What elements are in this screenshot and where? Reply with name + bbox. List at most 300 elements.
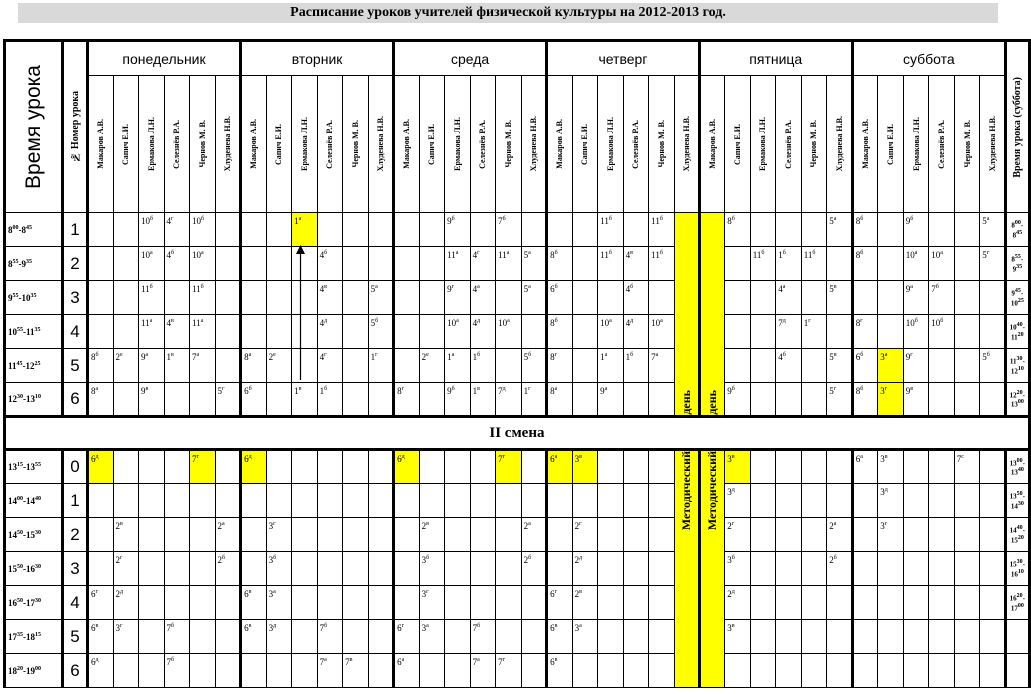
lesson-cell: $2^б$ xyxy=(827,552,853,586)
lesson-cell xyxy=(343,518,369,552)
lesson-cell: $6^в$ xyxy=(547,620,573,654)
lesson-cell xyxy=(215,484,241,518)
lesson-cell xyxy=(980,518,1006,552)
lesson-number-header xyxy=(63,41,88,213)
teacher-name-label: Сапич Е.И. xyxy=(427,123,437,165)
saturday-time-label: Время урока (суббота) xyxy=(1011,76,1023,178)
lesson-cell xyxy=(572,654,598,688)
lesson-cell: $6^б$ xyxy=(852,349,878,383)
lesson-cell: $9^в$ xyxy=(903,383,929,417)
lesson-cell xyxy=(164,552,190,586)
lesson-time: $14^{00}-14^{40}$ xyxy=(5,484,63,518)
schedule-row xyxy=(5,654,1030,688)
lesson-cell: $11^б$ xyxy=(649,213,675,247)
lesson-cell: $4^а$ xyxy=(470,281,496,315)
lesson-cell xyxy=(547,552,573,586)
lesson-cell xyxy=(598,281,624,315)
lesson-cell xyxy=(980,450,1006,484)
lesson-cell xyxy=(929,450,955,484)
lesson-cell xyxy=(496,518,522,552)
lesson-cell xyxy=(801,349,827,383)
lesson-time: $8^{00}-8^{45}$ xyxy=(5,213,63,247)
lesson-cell: $2^д$ xyxy=(725,586,751,620)
teacher-name-label: Сапич Е.И. xyxy=(580,123,590,165)
method-day-label: день xyxy=(678,390,693,415)
teacher-name-label: Ермакова Л.Н. xyxy=(911,117,921,171)
lesson-time: $14^{50}-15^{30}$ xyxy=(5,518,63,552)
lesson-cell: $2^д$ xyxy=(113,586,139,620)
teacher-name-label: Селезнёв Р.А. xyxy=(172,119,182,169)
lesson-cell xyxy=(572,349,598,383)
lesson-number: 6 xyxy=(63,383,88,417)
teacher-name xyxy=(496,76,522,213)
teacher-name-label: Сапич Е.И. xyxy=(274,123,284,165)
lesson-cell xyxy=(496,349,522,383)
lesson-cell xyxy=(801,450,827,484)
lesson-cell: $2^г$ xyxy=(725,518,751,552)
lesson-cell xyxy=(776,484,802,518)
lesson-cell: $3^г$ xyxy=(419,586,445,620)
lesson-cell xyxy=(496,281,522,315)
lesson-cell xyxy=(852,586,878,620)
lesson-cell xyxy=(980,620,1006,654)
lesson-cell xyxy=(852,620,878,654)
lesson-cell xyxy=(801,518,827,552)
lesson-cell: $7^д$ xyxy=(496,383,522,417)
lesson-cell xyxy=(929,213,955,247)
teacher-name xyxy=(470,76,496,213)
lesson-cell xyxy=(190,654,216,688)
lesson-cell: $4^а$ xyxy=(776,281,802,315)
lesson-cell xyxy=(852,484,878,518)
lesson-cell: $4^б$ xyxy=(164,247,190,281)
lesson-cell: $5^а$ xyxy=(521,281,547,315)
lesson-number: 3 xyxy=(63,281,88,315)
teacher-name-label: Макаров А.В. xyxy=(402,119,412,169)
lesson-cell: $9^б$ xyxy=(903,213,929,247)
lesson-cell xyxy=(598,484,624,518)
lesson-cell: $1^г$ xyxy=(521,383,547,417)
lesson-cell xyxy=(572,383,598,417)
lesson-cell xyxy=(750,484,776,518)
day-header: среда xyxy=(394,41,547,76)
lesson-cell xyxy=(88,552,114,586)
lesson-time: $9^{55}-10^{35}$ xyxy=(5,281,63,315)
lesson-cell xyxy=(190,518,216,552)
lesson-cell: $7^а$ xyxy=(190,349,216,383)
lesson-cell xyxy=(878,247,904,281)
day-header: суббота xyxy=(852,41,1005,76)
lesson-cell: $5^в$ xyxy=(827,349,853,383)
lesson-cell xyxy=(164,383,190,417)
lesson-cell xyxy=(980,383,1006,417)
day-header: вторник xyxy=(241,41,394,76)
lesson-cell xyxy=(954,281,980,315)
lesson-cell: $8^б$ xyxy=(547,315,573,349)
schedule-row xyxy=(5,349,1030,383)
lesson-cell: $4^б$ xyxy=(776,349,802,383)
lesson-cell xyxy=(419,484,445,518)
schedule-row xyxy=(5,586,1030,620)
teacher-name-label: Чернов М. В. xyxy=(656,120,666,168)
lesson-cell: $1^б$ xyxy=(317,383,343,417)
teacher-name-label: Селезнёв Р.А. xyxy=(631,119,641,169)
lesson-cell xyxy=(215,620,241,654)
lesson-cell xyxy=(470,552,496,586)
lesson-cell xyxy=(598,620,624,654)
lesson-cell: $10^а$ xyxy=(496,315,522,349)
lesson-cell xyxy=(801,213,827,247)
lesson-cell xyxy=(521,620,547,654)
teacher-name-label: Селезнёв Р.А. xyxy=(478,119,488,169)
lesson-cell xyxy=(801,654,827,688)
lesson-cell xyxy=(496,552,522,586)
teacher-name-label: Ермакова Л.Н. xyxy=(758,117,768,171)
teacher-name xyxy=(801,76,827,213)
lesson-cell: $7^б$ xyxy=(496,213,522,247)
lesson-cell xyxy=(954,518,980,552)
lesson-cell: $4^г$ xyxy=(164,213,190,247)
lesson-cell: $7^в$ xyxy=(343,654,369,688)
lesson-cell xyxy=(980,281,1006,315)
lesson-cell: $9^в$ xyxy=(139,383,165,417)
teacher-name xyxy=(445,76,471,213)
lesson-time: $16^{50}-17^{30}$ xyxy=(5,586,63,620)
lesson-cell xyxy=(547,484,573,518)
lesson-cell xyxy=(394,518,420,552)
lesson-cell xyxy=(343,484,369,518)
saturday-lesson-time: $13^{00}-13^{40}$ xyxy=(1005,450,1029,484)
lesson-cell xyxy=(649,654,675,688)
lesson-time: $15^{50}-16^{30}$ xyxy=(5,552,63,586)
lesson-cell xyxy=(750,620,776,654)
lesson-cell xyxy=(649,484,675,518)
lesson-cell: $1^а$ xyxy=(445,349,471,383)
lesson-cell xyxy=(903,484,929,518)
lesson-cell xyxy=(292,654,318,688)
lesson-cell xyxy=(929,518,955,552)
lesson-cell xyxy=(496,586,522,620)
lesson-cell xyxy=(750,349,776,383)
lesson-time: $8^{55}-9^{35}$ xyxy=(5,247,63,281)
lesson-cell xyxy=(88,281,114,315)
lesson-cell: $9^г$ xyxy=(445,281,471,315)
lesson-cell xyxy=(139,586,165,620)
lesson-cell: $3^д$ xyxy=(725,484,751,518)
lesson-cell xyxy=(113,654,139,688)
lesson-cell xyxy=(241,484,267,518)
lesson-cell xyxy=(750,213,776,247)
lesson-cell xyxy=(292,586,318,620)
lesson-cell xyxy=(801,552,827,586)
lesson-cell xyxy=(929,620,955,654)
teacher-name-label: Хлуденева Н.В. xyxy=(375,116,385,172)
lesson-cell xyxy=(878,281,904,315)
lesson-cell: $6^в$ xyxy=(547,654,573,688)
saturday-lesson-time xyxy=(1005,620,1029,654)
lesson-cell xyxy=(776,518,802,552)
lesson-cell: $4^б$ xyxy=(317,247,343,281)
lesson-cell: $1^г$ xyxy=(368,349,394,383)
teacher-name xyxy=(699,76,725,213)
lesson-cell xyxy=(929,349,955,383)
lesson-cell xyxy=(368,450,394,484)
lesson-cell: $1^в$ xyxy=(164,349,190,383)
lesson-cell: $5^б$ xyxy=(980,349,1006,383)
lesson-cell: $6^д$ xyxy=(88,654,114,688)
lesson-cell: $3^г$ xyxy=(113,620,139,654)
lesson-cell: $9^г$ xyxy=(903,349,929,383)
lesson-cell xyxy=(266,281,292,315)
lesson-cell xyxy=(878,315,904,349)
lesson-cell xyxy=(368,654,394,688)
lesson-cell xyxy=(827,620,853,654)
lesson-cell xyxy=(317,586,343,620)
lesson-cell xyxy=(445,552,471,586)
method-day-column xyxy=(674,450,699,688)
lesson-cell xyxy=(572,213,598,247)
lesson-cell xyxy=(215,349,241,383)
lesson-cell: $10^а$ xyxy=(903,247,929,281)
lesson-cell xyxy=(215,450,241,484)
lesson-cell xyxy=(903,450,929,484)
lesson-cell: $9^а$ xyxy=(139,349,165,383)
lesson-cell xyxy=(929,654,955,688)
lesson-cell: $11^б$ xyxy=(190,281,216,315)
teacher-name-label: Чернов М. В. xyxy=(809,120,819,168)
lesson-cell xyxy=(292,450,318,484)
lesson-cell xyxy=(623,383,649,417)
lesson-cell xyxy=(980,586,1006,620)
lesson-cell xyxy=(470,450,496,484)
teacher-name-label: Ермакова Л.Н. xyxy=(146,117,156,171)
lesson-cell: $2^д$ xyxy=(572,552,598,586)
lesson-cell xyxy=(343,586,369,620)
lesson-cell xyxy=(903,552,929,586)
lesson-cell xyxy=(394,484,420,518)
lesson-cell xyxy=(776,213,802,247)
lesson-cell xyxy=(623,484,649,518)
lesson-cell: $1^а$ xyxy=(598,349,624,383)
lesson-cell xyxy=(878,552,904,586)
lesson-cell: $3^в$ xyxy=(878,450,904,484)
lesson-cell xyxy=(623,620,649,654)
saturday-lesson-time: $8^{55}-9^{35}$ xyxy=(1005,247,1029,281)
lesson-cell: $2^а$ xyxy=(215,518,241,552)
lesson-cell xyxy=(980,484,1006,518)
lesson-cell xyxy=(215,315,241,349)
schedule-row xyxy=(5,383,1030,417)
lesson-cell xyxy=(623,213,649,247)
saturday-lesson-time: $11^{30}-12^{10}$ xyxy=(1005,349,1029,383)
lesson-cell xyxy=(445,654,471,688)
lesson-cell: $3^а$ xyxy=(878,349,904,383)
teacher-name xyxy=(343,76,369,213)
lesson-cell: $6^г$ xyxy=(547,586,573,620)
lesson-cell xyxy=(750,315,776,349)
lesson-cell xyxy=(470,484,496,518)
lesson-cell xyxy=(649,586,675,620)
lesson-cell: $5^г$ xyxy=(980,247,1006,281)
teacher-name-label: Ермакова Л.Н. xyxy=(299,117,309,171)
lesson-number: 2 xyxy=(63,518,88,552)
lesson-cell xyxy=(190,586,216,620)
lesson-cell: $1^б$ xyxy=(776,247,802,281)
lesson-cell: $11^б$ xyxy=(598,213,624,247)
teacher-name xyxy=(980,76,1006,213)
lesson-cell xyxy=(547,518,573,552)
lesson-cell xyxy=(343,383,369,417)
lesson-cell: $3^в$ xyxy=(725,450,751,484)
lesson-cell: $7^а$ xyxy=(317,654,343,688)
teacher-name-label: Макаров А.В. xyxy=(249,119,259,169)
lesson-cell xyxy=(215,247,241,281)
lesson-cell: $6^б$ xyxy=(241,383,267,417)
lesson-cell xyxy=(598,654,624,688)
lesson-cell xyxy=(317,450,343,484)
lesson-cell xyxy=(649,450,675,484)
lesson-cell xyxy=(215,586,241,620)
lesson-cell xyxy=(215,654,241,688)
teacher-name-label: Селезнёв Р.А. xyxy=(937,119,947,169)
lesson-cell: $5^в$ xyxy=(827,281,853,315)
lesson-cell xyxy=(190,552,216,586)
teacher-name-label: Сапич Е.И. xyxy=(121,123,131,165)
lesson-cell xyxy=(521,450,547,484)
teacher-name-label: Селезнёв Р.А. xyxy=(783,119,793,169)
lesson-cell xyxy=(164,518,190,552)
lesson-cell: $11^а$ xyxy=(445,247,471,281)
schedule-row xyxy=(5,315,1030,349)
saturday-lesson-time: $13^{50}-14^{30}$ xyxy=(1005,484,1029,518)
teacher-name xyxy=(241,76,267,213)
lesson-cell: $5^г$ xyxy=(827,383,853,417)
lesson-cell: $11^б$ xyxy=(598,247,624,281)
lesson-cell xyxy=(521,315,547,349)
lesson-cell xyxy=(368,586,394,620)
lesson-number: 1 xyxy=(63,484,88,518)
lesson-cell: $6^б$ xyxy=(547,281,573,315)
lesson-cell: $4^г$ xyxy=(317,349,343,383)
lesson-cell xyxy=(113,281,139,315)
lesson-cell xyxy=(445,518,471,552)
teacher-name xyxy=(88,76,114,213)
method-day-column xyxy=(699,450,725,688)
teacher-name xyxy=(903,76,929,213)
lesson-cell xyxy=(88,484,114,518)
lesson-cell: $10^б$ xyxy=(903,315,929,349)
lesson-cell: $7^с$ xyxy=(954,450,980,484)
lesson-cell xyxy=(623,654,649,688)
lesson-cell xyxy=(343,213,369,247)
lesson-cell: $6^в$ xyxy=(241,620,267,654)
lesson-cell: $5^а$ xyxy=(980,213,1006,247)
lesson-cell xyxy=(419,247,445,281)
lesson-cell xyxy=(623,586,649,620)
lesson-cell xyxy=(343,281,369,315)
teacher-name-label: Макаров А.В. xyxy=(555,119,565,169)
lesson-cell xyxy=(725,349,751,383)
lesson-cell: $8^а$ xyxy=(88,383,114,417)
lesson-cell xyxy=(801,620,827,654)
day-header: пятница xyxy=(699,41,852,76)
time-header-label: Время урока xyxy=(21,65,45,189)
lesson-cell: $1^б$ xyxy=(470,349,496,383)
lesson-cell xyxy=(317,213,343,247)
lesson-cell xyxy=(164,586,190,620)
teacher-name-label: Чернов М. В. xyxy=(962,120,972,168)
lesson-cell: $3^в$ xyxy=(572,450,598,484)
lesson-cell: $1^г$ xyxy=(801,315,827,349)
lesson-cell: $10^а$ xyxy=(929,247,955,281)
teacher-name-label: Чернов М. В. xyxy=(350,120,360,168)
lesson-cell: $10^а$ xyxy=(649,315,675,349)
lesson-cell: $11^б$ xyxy=(750,247,776,281)
method-day-label: Методический xyxy=(678,451,693,531)
saturday-lesson-time: $16^{20}-17^{00}$ xyxy=(1005,586,1029,620)
teacher-name xyxy=(547,76,573,213)
lesson-cell xyxy=(649,518,675,552)
lesson-cell xyxy=(649,620,675,654)
page-title: Расписание уроков учителей физической культуры на 2012-2013 год. xyxy=(18,3,998,23)
lesson-cell xyxy=(776,383,802,417)
lesson-cell xyxy=(954,315,980,349)
lesson-cell: $3^б$ xyxy=(266,552,292,586)
lesson-cell xyxy=(470,213,496,247)
lesson-number: 5 xyxy=(63,349,88,383)
lesson-cell xyxy=(88,213,114,247)
schedule-row xyxy=(5,552,1030,586)
lesson-cell: $4^д$ xyxy=(623,315,649,349)
lesson-cell xyxy=(750,586,776,620)
lesson-cell xyxy=(394,247,420,281)
schedule-row xyxy=(5,213,1030,247)
lesson-cell xyxy=(725,247,751,281)
lesson-cell xyxy=(776,620,802,654)
lesson-cell xyxy=(521,654,547,688)
lesson-cell xyxy=(572,281,598,315)
teacher-name-label: Хлуденева Н.В. xyxy=(222,116,232,172)
lesson-cell xyxy=(292,552,318,586)
method-day-label: день xyxy=(704,390,719,415)
lesson-cell: $3^а$ xyxy=(572,620,598,654)
lesson-cell xyxy=(750,450,776,484)
lesson-cell xyxy=(394,315,420,349)
lesson-cell xyxy=(343,450,369,484)
teacher-name-label: Селезнёв Р.А. xyxy=(325,119,335,169)
lesson-cell xyxy=(88,518,114,552)
teacher-name-label: Макаров А.В. xyxy=(861,119,871,169)
lesson-cell xyxy=(649,383,675,417)
lesson-cell: $8^б$ xyxy=(852,213,878,247)
method-day-column xyxy=(674,213,699,417)
lesson-cell xyxy=(903,654,929,688)
lesson-cell xyxy=(598,586,624,620)
lesson-cell xyxy=(394,586,420,620)
lesson-cell xyxy=(368,247,394,281)
lesson-cell xyxy=(903,518,929,552)
lesson-number: 2 xyxy=(63,247,88,281)
lesson-cell xyxy=(801,484,827,518)
lesson-cell: $6^г$ xyxy=(394,620,420,654)
teacher-name xyxy=(827,76,853,213)
teacher-name xyxy=(292,76,318,213)
lesson-cell xyxy=(521,213,547,247)
schedule-row xyxy=(5,518,1030,552)
lesson-cell: $6^д$ xyxy=(241,450,267,484)
lesson-cell xyxy=(241,518,267,552)
lesson-cell xyxy=(343,620,369,654)
